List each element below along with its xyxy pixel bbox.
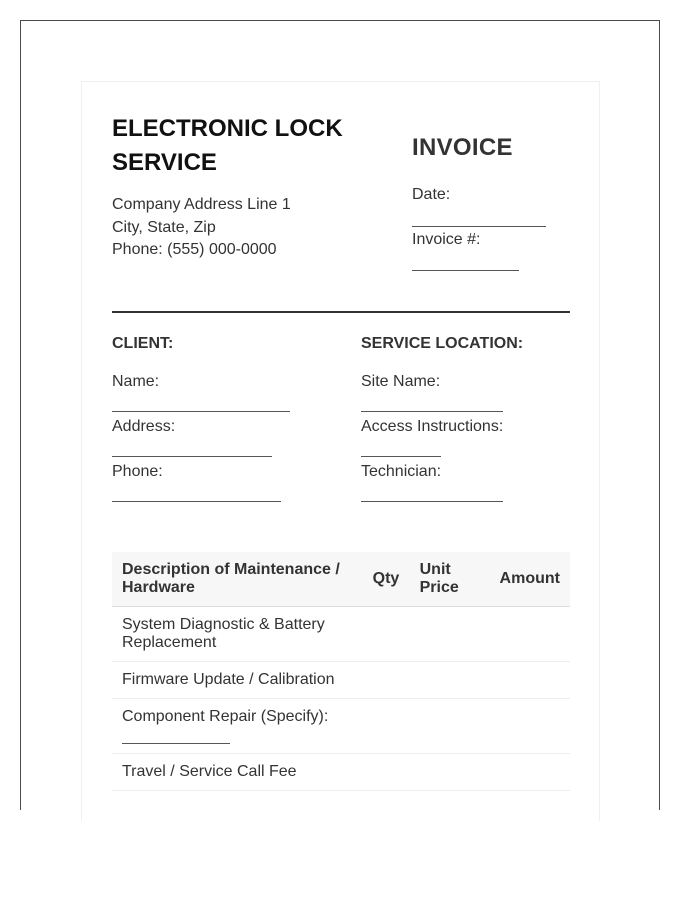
company-name: ELECTRONIC LOCK SERVICE [112, 115, 343, 176]
row-description: Travel / Service Call Fee [112, 754, 363, 791]
row-amount[interactable] [490, 662, 570, 699]
row-amount[interactable] [490, 699, 570, 754]
invoice-date-line[interactable] [412, 226, 546, 227]
technician-label: Technician: [361, 463, 442, 480]
client-address-label: Address: [112, 418, 176, 435]
invoice-date-label: Date: [412, 186, 451, 203]
header-qty: Qty [363, 552, 410, 607]
site-name-line[interactable] [361, 411, 503, 412]
client-name-label: Name: [112, 373, 160, 390]
header-divider [112, 311, 570, 313]
table-row [112, 662, 570, 699]
row-unit-price[interactable] [410, 699, 490, 754]
client-name-line[interactable] [112, 411, 290, 412]
row-amount[interactable] [490, 754, 570, 791]
row-qty[interactable] [363, 662, 410, 699]
client-heading: CLIENT: [112, 335, 174, 352]
company-info [112, 194, 291, 262]
row-description: Component Repair (Specify): [122, 708, 329, 725]
row-description: Firmware Update / Calibration [112, 662, 363, 699]
row-unit-price[interactable] [410, 662, 490, 699]
row-qty[interactable] [363, 607, 410, 662]
row-unit-price[interactable] [410, 754, 490, 791]
invoice-number-label: Invoice #: [412, 231, 481, 248]
table-row [112, 607, 570, 662]
company-phone: Phone: (555) 000-0000 [112, 241, 277, 258]
company-address-line1: Company Address Line 1 [112, 196, 291, 213]
header-description: Description of Maintenance / Hardware [112, 552, 363, 607]
invoice-title: INVOICE [412, 134, 513, 161]
header-amount: Amount [490, 552, 570, 607]
line-items-table [112, 552, 570, 791]
access-instructions-line[interactable] [361, 456, 441, 457]
client-address-line[interactable] [112, 456, 272, 457]
client-phone-label: Phone: [112, 463, 163, 480]
site-name-label: Site Name: [361, 373, 441, 390]
technician-line[interactable] [361, 501, 503, 502]
row-description-cell [112, 699, 363, 754]
invoice-number-line[interactable] [412, 270, 519, 271]
access-instructions-label: Access Instructions: [361, 418, 504, 435]
company-address-line2: City, State, Zip [112, 218, 216, 236]
table-header-row [112, 552, 570, 607]
row-amount[interactable] [490, 607, 570, 662]
row-description: System Diagnostic & Battery Replacement [112, 607, 363, 662]
row-unit-price[interactable] [410, 607, 490, 662]
row-qty[interactable] [363, 699, 410, 754]
header-unit-price: Unit Price [410, 552, 490, 607]
service-location-heading: SERVICE LOCATION: [361, 335, 524, 352]
row-qty[interactable] [363, 754, 410, 791]
component-specify-line[interactable] [122, 729, 230, 744]
client-phone-line[interactable] [112, 501, 281, 502]
table-row [112, 699, 570, 754]
table-row [112, 754, 570, 791]
